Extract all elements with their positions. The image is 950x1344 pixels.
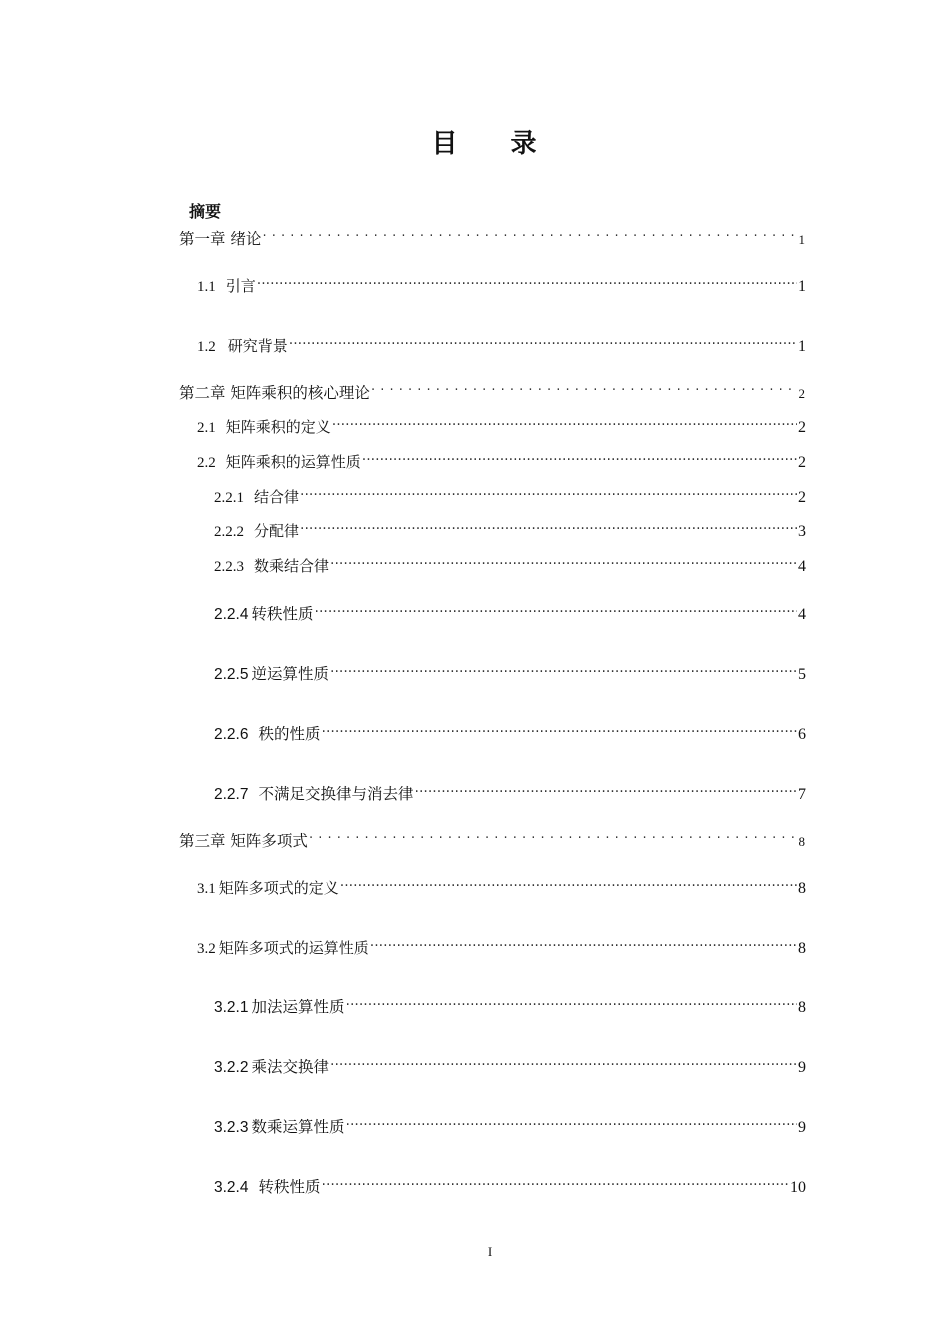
toc-entry-title: 第三章 矩阵多项式 [179,832,308,850]
toc-page-number: 8 [798,999,806,1016]
toc-page-number: 1 [798,278,806,295]
toc-entry-number: 2.2.2 [214,524,244,540]
toc-entry-title: 第一章 绪论 [179,230,262,248]
toc-page-number: 2 [798,489,806,506]
toc-entry-number: 3.2.3 [214,1119,249,1136]
toc-page-number: 2 [798,386,805,401]
dot-leader [262,230,797,244]
toc-entry-title: 矩阵多项式的运算性质 [218,939,369,957]
toc-page-number: 2 [798,419,806,436]
toc-page-number: 10 [790,1179,806,1196]
toc-subsection-2-2-3[interactable] [214,555,806,578]
toc-page-number: 4 [798,606,806,623]
toc-section-2-2[interactable] [197,451,806,474]
toc-page-number: 8 [798,834,805,849]
toc-entry-number: 2.2.1 [214,490,244,506]
dot-leader [332,418,797,432]
toc-entry-title: 矩阵乘积的运算性质 [225,453,361,471]
toc-entry-title: 逆运算性质 [251,665,329,683]
toc-page-number: 3 [798,523,806,540]
dot-leader [362,453,797,467]
toc-entry-title: 加法运算性质 [251,998,345,1016]
toc-entry-number: 2.2.6 [214,726,249,743]
toc-entry-title: 研究背景 [227,337,288,355]
toc-entry-title: 秩的性质 [258,725,321,743]
toc-subsection-3-2-3[interactable] [214,1116,806,1139]
toc-page-number: 4 [798,558,806,575]
dot-leader [322,725,798,739]
toc-entry-title: 数乘运算性质 [251,1118,345,1136]
dot-leader [300,522,797,536]
toc-chapter-1[interactable] [179,228,805,251]
toc-entry-number: 3.2.1 [214,999,249,1016]
toc-subsection-3-2-4[interactable] [214,1176,806,1199]
toc-entry-title: 数乘结合律 [254,557,330,575]
toc-entry-number: 3.2 [197,941,216,957]
toc-entry-number: 2.1 [197,420,216,436]
toc-page-number: 2 [798,454,806,471]
dot-leader [340,879,797,893]
dot-leader [322,1178,790,1192]
toc-abstract-entry[interactable]: 摘要 [189,202,222,221]
toc-entry-number: 3.2.2 [214,1059,249,1076]
toc-page-number: 1 [798,338,806,355]
toc-entry-title: 矩阵乘积的定义 [225,418,331,436]
toc-entry-number: 2.2 [197,455,216,471]
toc-entry-title: 结合律 [254,488,300,506]
toc-entry-title: 转秩性质 [251,605,314,623]
toc-section-3-2[interactable] [197,937,806,960]
toc-section-2-1[interactable] [197,416,806,439]
toc-subsection-2-2-2[interactable] [214,520,806,543]
toc-page-number: 5 [798,666,806,683]
toc-chapter-2[interactable] [179,382,805,405]
toc-entry-title: 乘法交换律 [251,1058,329,1076]
toc-entry-number: 3.1 [197,881,216,897]
toc-page-number: 9 [798,1119,806,1136]
toc-subsection-2-2-5[interactable] [214,663,806,686]
toc-page-number: 6 [798,726,806,743]
toc-page-number: 8 [798,940,806,957]
page-title: 目 录 [431,129,559,159]
toc-subsection-3-2-2[interactable] [214,1056,806,1079]
toc-subsection-2-2-1[interactable] [214,486,806,509]
toc-subsection-2-2-6[interactable] [214,723,806,746]
toc-entry-title: 矩阵多项式的定义 [218,879,339,897]
toc-entry-number: 1.2 [197,339,216,355]
dot-leader [371,384,798,398]
toc-section-3-1[interactable] [197,877,806,900]
toc-section-1-1[interactable] [197,275,806,298]
dot-leader [309,832,798,846]
dot-leader [289,337,797,351]
dot-leader [415,785,798,799]
toc-page-number: 9 [798,1059,806,1076]
toc-entry-title: 引言 [225,277,256,295]
dot-leader [257,277,797,291]
toc-chapter-3[interactable] [179,830,805,853]
toc-subsection-2-2-4[interactable] [214,603,806,626]
toc-entry-number: 2.2.5 [214,666,249,683]
dot-leader [346,998,798,1012]
toc-entry-title: 分配律 [254,522,300,540]
toc-subsection-2-2-7[interactable] [214,783,806,806]
dot-leader [330,557,797,571]
toc-section-1-2[interactable] [197,335,806,358]
toc-entry-title: 转秩性质 [258,1178,321,1196]
dot-leader [346,1118,798,1132]
toc-subsection-3-2-1[interactable] [214,996,806,1019]
dot-leader [330,1058,797,1072]
toc-entry-title: 第二章 矩阵乘积的核心理论 [179,384,370,402]
dot-leader [370,939,797,953]
toc-entry-number: 1.1 [197,279,216,295]
dot-leader [315,605,798,619]
dot-leader [330,665,797,679]
toc-entry-number: 2.2.7 [214,786,249,803]
toc-entry-number: 2.2.3 [214,559,244,575]
toc-entry-number: 2.2.4 [214,606,249,623]
toc-page-number: 7 [798,786,806,803]
toc-page-number: 1 [798,232,805,247]
page-footer-number: I [487,1244,493,1259]
toc-entry-number: 3.2.4 [214,1179,249,1196]
toc-page-number: 8 [798,880,806,897]
dot-leader [300,488,797,502]
toc-entry-title: 不满足交换律与消去律 [258,785,414,803]
